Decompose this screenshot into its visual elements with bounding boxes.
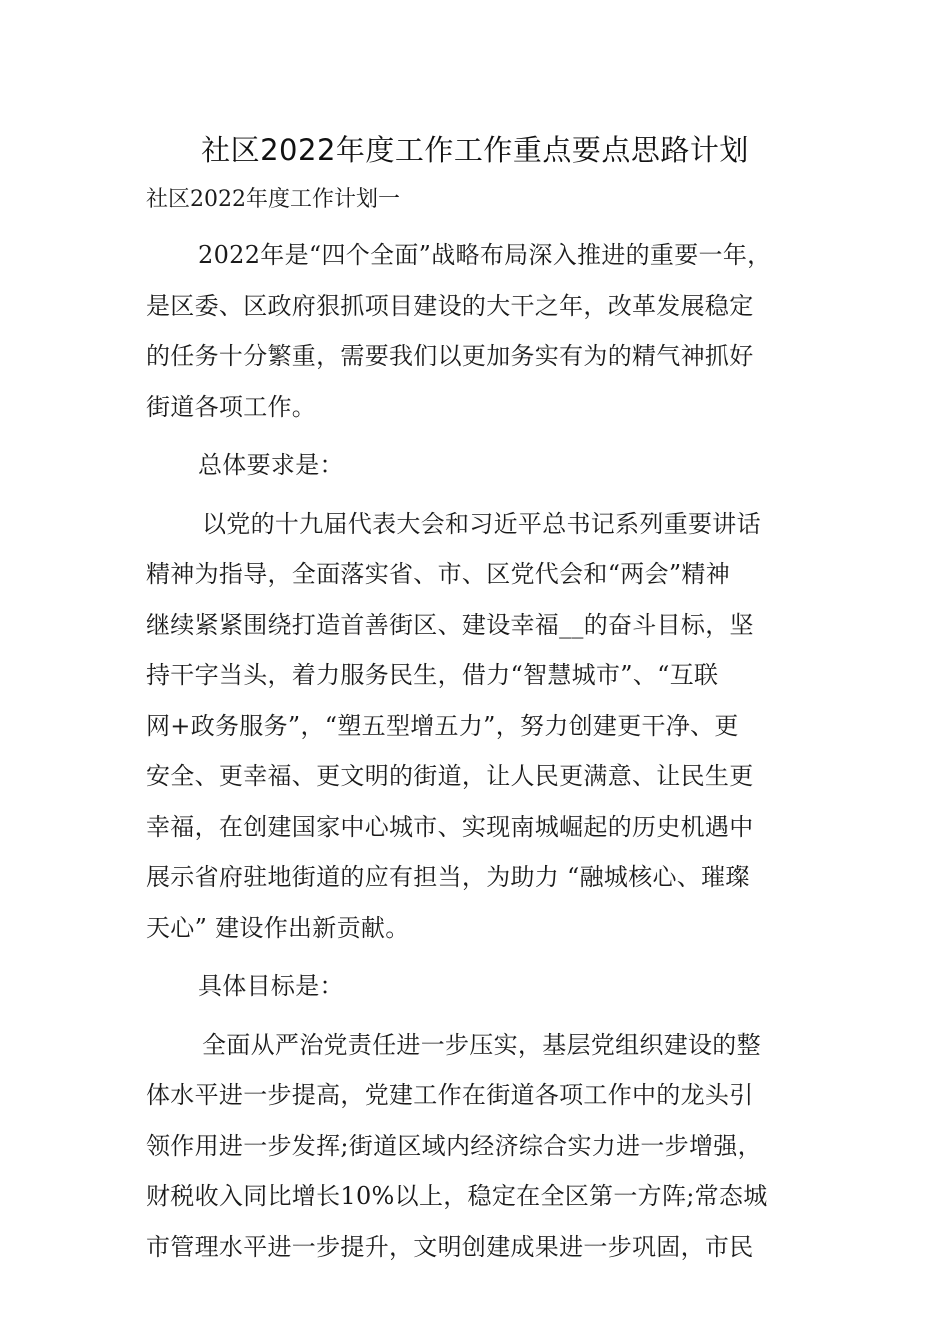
- paragraph-line: 展示省府驻地街道的应有担当，为助力 “融城核心、璀璨: [146, 863, 750, 891]
- paragraph-line: 财税收入同比增长10%以上，稳定在全区第一方阵;常态城: [146, 1182, 768, 1210]
- document-subtitle: 社区2022年度工作计划一: [146, 187, 400, 212]
- paragraph-5: [146, 1020, 811, 1273]
- paragraph-line: 幸福，在创建国家中心城市、实现南城崛起的历史机遇中: [146, 812, 754, 841]
- paragraph-line: 以党的十九届代表大会和习近平总书记系列重要讲话: [202, 509, 761, 538]
- paragraph-line: 精神为指导，全面落实省、市、区党代会和“两会”精神: [146, 560, 731, 588]
- paragraph-line: 的任务十分繁重，需要我们以更加务实有为的精气神抓好: [146, 342, 754, 370]
- paragraph-1: [146, 230, 811, 432]
- paragraph-line: 2022年是“四个全面”战略布局深入推进的重要一年，: [198, 241, 772, 269]
- paragraph-line: 是区委、区政府狠抓项目建设的大干之年，改革发展稳定: [146, 291, 754, 320]
- paragraph-line: 街道各项工作。: [146, 392, 317, 421]
- paragraph-line: 继续紧紧围绕打造首善街区、建设幸福__的奋斗目标，坚: [146, 610, 754, 639]
- section-heading: 具体目标是：: [198, 972, 344, 1000]
- paragraph-3: [146, 499, 811, 954]
- paragraph-2: [146, 440, 811, 491]
- paragraph-4: [146, 961, 811, 1012]
- paragraph-line: 体水平进一步提高，党建工作在街道各项工作中的龙头引: [146, 1081, 754, 1109]
- section-heading: 总体要求是：: [198, 451, 344, 479]
- paragraph-line: 持干字当头，着力服务民生，借力“智慧城市”、“互联: [146, 661, 719, 689]
- paragraph-line: 市管理水平进一步提升，文明创建成果进一步巩固，市民: [146, 1232, 754, 1261]
- document-title: 社区2022年度工作工作重点要点思路计划: [201, 133, 749, 167]
- paragraph-line: 网+政务服务”，“塑五型增五力”，努力创建更干净、更: [146, 711, 739, 740]
- paragraph-line: 领作用进一步发挥;街道区域内经济综合实力进一步增强，: [146, 1131, 762, 1160]
- paragraph-line: 天心” 建设作出新贡献。: [146, 913, 410, 942]
- paragraph-line: 全面从严治党责任进一步压实，基层党组织建设的整: [202, 1030, 761, 1059]
- paragraph-line: 安全、更幸福、更文明的街道，让人民更满意、让民生更: [146, 762, 754, 790]
- document-body: [146, 230, 811, 1272]
